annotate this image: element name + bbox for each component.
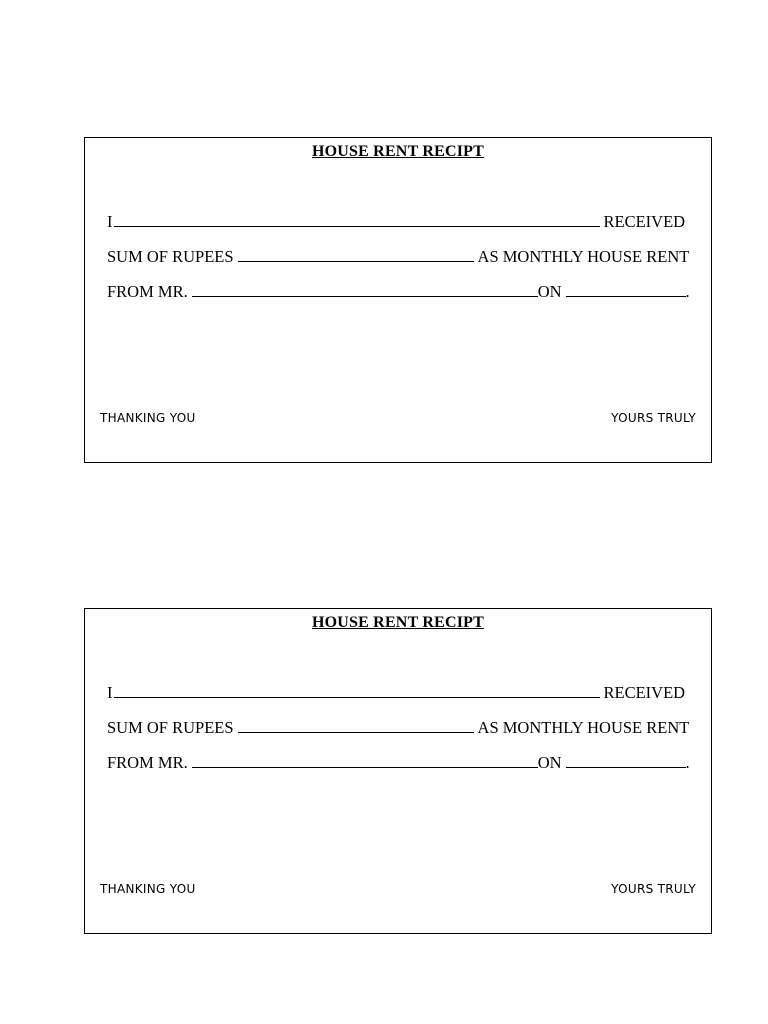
thanking-you-text: THANKING YOU [100, 882, 196, 896]
sum-line [107, 718, 691, 738]
monthly-rent-label: AS MONTHLY HOUSE RENT [477, 718, 690, 737]
on-label: ON [537, 753, 562, 772]
payer-name-blank [192, 295, 538, 297]
received-label: RECEIVED [603, 212, 686, 231]
sum-amount-blank [238, 731, 474, 733]
date-blank [566, 295, 686, 297]
sum-label: SUM OF RUPEES [107, 247, 234, 266]
line-end-period: . [685, 753, 690, 772]
receiver-line [107, 683, 691, 703]
receipt-card [84, 137, 712, 463]
payer-name-blank [192, 766, 538, 768]
on-label: ON [537, 282, 562, 301]
line-end-period: . [685, 282, 690, 301]
sum-label: SUM OF RUPEES [107, 718, 234, 737]
receiver-prefix: I [107, 683, 113, 702]
date-blank [566, 766, 686, 768]
receiver-prefix: I [107, 212, 113, 231]
yours-truly-text: YOURS TRULY [611, 411, 696, 425]
receipt-title: HOUSE RENT RECIPT [311, 143, 485, 160]
receipt-title: HOUSE RENT RECIPT [311, 614, 485, 631]
yours-truly-text: YOURS TRULY [611, 882, 696, 896]
from-line [107, 282, 691, 302]
received-label: RECEIVED [603, 683, 686, 702]
sum-amount-blank [238, 260, 474, 262]
receiver-name-blank [114, 696, 600, 698]
from-line [107, 753, 691, 773]
receiver-name-blank [114, 225, 600, 227]
receipt-card [84, 608, 712, 934]
from-label: FROM MR. [107, 753, 188, 772]
thanking-you-text: THANKING YOU [100, 411, 196, 425]
sum-line [107, 247, 691, 267]
receiver-line [107, 212, 691, 232]
monthly-rent-label: AS MONTHLY HOUSE RENT [477, 247, 690, 266]
from-label: FROM MR. [107, 282, 188, 301]
